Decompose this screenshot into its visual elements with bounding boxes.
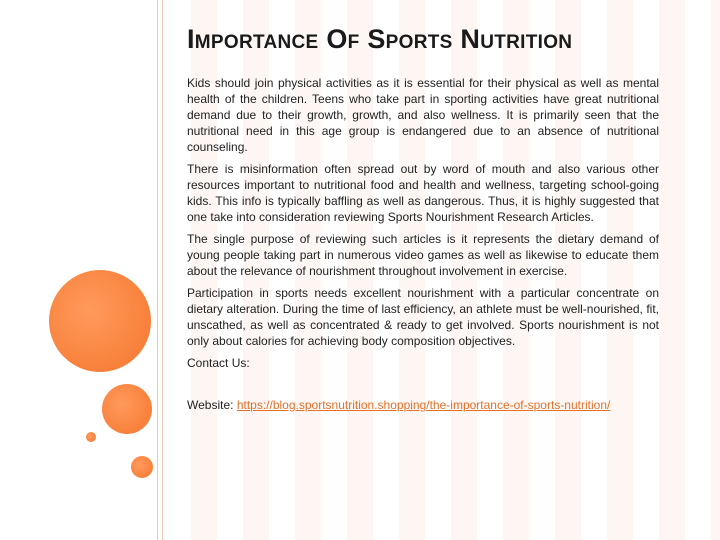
website-link[interactable]: https://blog.sportsnutrition.shopping/the-importance-of-sports-nutrition/: [236, 398, 611, 412]
left-decor-panel: [0, 0, 165, 540]
website-line: [187, 397, 659, 413]
decor-rule-2: [162, 0, 163, 540]
website-label: Website:: [187, 398, 234, 412]
slide-title: Importance Of Sports Nutrition: [187, 24, 573, 54]
decor-circle-tiny: [86, 432, 96, 442]
decor-circle-small: [131, 456, 153, 478]
decor-circle-medium: [102, 384, 152, 434]
paragraph-2: There is misinformation often spread out by word of mouth and also various other resources important to nutritional food and health and wellness, targeting school-going kids. This info is typically baffling as well as dangerous. Thus, it is highly suggested that one take into consideration reviewing Sports Nourishment Research Articles.: [187, 162, 659, 224]
contact-label: Contact Us:: [187, 356, 250, 370]
decor-circle-large: [49, 270, 151, 372]
paragraph-3: The single purpose of reviewing such articles is it represents the dietary demand of young people taking part in numerous video games as well as likewise to educate them about the relevance of nourishment throughout involvement in exercise.: [187, 232, 659, 278]
paragraph-1: Kids should join physical activities as it is essential for their physical as well as mental health of the children. Teens who take part in sporting activities have great nutritional demand due to their growth, growth, and also wellness. It is primarily seen that the nutritional need in this age group is endangered due to an absence of nutritional counseling.: [187, 76, 659, 154]
slide-content: [187, 24, 659, 413]
paragraph-4: Participation in sports needs excellent nourishment with a particular concentrate on dietary alteration. During the time of last efficiency, an athlete must be well-nourished, fit, unscathed, as well as concentrated & ready to get involved. Sports nourishment is not only about calories for achieving body composition objectives.: [187, 286, 659, 348]
decor-rule-1: [157, 0, 158, 540]
